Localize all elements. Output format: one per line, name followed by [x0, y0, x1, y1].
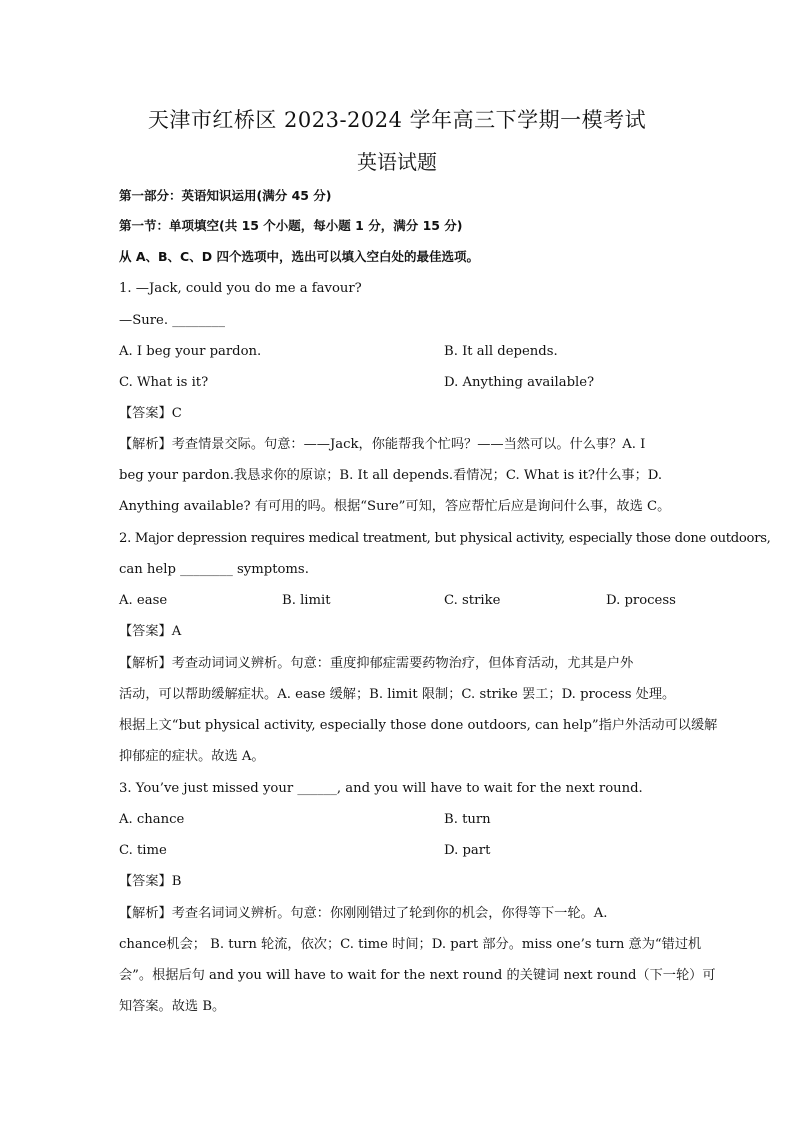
q1-option-d: D. Anything available?: [444, 375, 595, 390]
q1-option-b: B. It all depends.: [444, 344, 558, 359]
q3-analysis-line: 会”。根据后句 and you will have to wait for the next round 的关键词 next round（下一轮）可: [119, 968, 716, 983]
exam-subtitle: 英语试题: [357, 150, 437, 174]
q1-analysis-line: 【解析】考查情景交际。句意：——Jack，你能帮我个忙吗？——当然可以。什么事？A. I: [119, 437, 646, 452]
section-heading: 第一节：单项填空(共 15 个小题，每小题 1 分，满分 15 分): [119, 218, 463, 233]
q2-analysis-line: 根据上文“but physical activity, especially those done outdoors, can help”指户外活动可以缓解: [119, 718, 718, 733]
q2-answer: 【答案】A: [119, 624, 182, 639]
q1-stem-line1: 1. —Jack, could you do me a favour?: [119, 281, 362, 296]
q1-option-c: C. What is it?: [119, 375, 209, 390]
q3-analysis-line: 【解析】考查名词词义辨析。句意：你刚刚错过了轮到你的机会，你得等下一轮。A.: [119, 906, 608, 921]
q1-option-a: A. I beg your pardon.: [119, 344, 262, 359]
part-heading: 第一部分：英语知识运用(满分 45 分): [119, 188, 332, 203]
q1-analysis-line: Anything available? 有可用的吗。根据“Sure”可知，答应帮忙后应是询问什么事，故选 C。: [119, 499, 671, 514]
q3-option-c: C. time: [119, 843, 167, 858]
q3-option-d: D. part: [444, 843, 491, 858]
q1-stem-line2: —Sure. ________: [119, 313, 225, 328]
exam-title: 天津市红桥区 2023-2024 学年高三下学期一模考试: [147, 108, 647, 132]
instruction-text: 从 A、B、C、D 四个选项中，选出可以填入空白处的最佳选项。: [119, 249, 479, 264]
q3-option-b: B. turn: [444, 812, 491, 827]
q2-analysis-line: 抑郁症的症状。故选 A。: [119, 749, 265, 764]
q2-analysis-line: 活动，可以帮助缓解症状。A. ease 缓解；B. limit 限制；C. strike 罢工；D. process 处理。: [119, 687, 676, 702]
q1-analysis-line: beg your pardon.我恳求你的原谅；B. It all depends.看情况；C. What is it?什么事；D.: [119, 468, 663, 483]
q2-option-c: C. strike: [444, 593, 501, 608]
q1-answer: 【答案】C: [119, 406, 182, 421]
q2-stem-line1: 2. Major depression requires medical treatment, but physical activity, especially those done outdoors,: [119, 531, 771, 546]
q2-analysis-line: 【解析】考查动词词义辨析。句意：重度抑郁症需要药物治疗，但体育活动，尤其是户外: [119, 656, 634, 671]
q3-analysis-line: 知答案。故选 B。: [119, 999, 226, 1014]
q3-option-a: A. chance: [119, 812, 185, 827]
q2-option-b: B. limit: [282, 593, 331, 608]
q3-answer: 【答案】B: [119, 874, 182, 889]
q2-option-d: D. process: [606, 593, 676, 608]
q3-stem-line1: 3. You’ve just missed your ______, and you will have to wait for the next round.: [119, 781, 643, 796]
q3-analysis-line: chance机会； B. turn 轮流，依次；C. time 时间；D. part 部分。miss one’s turn 意为“错过机: [119, 937, 702, 952]
q2-option-a: A. ease: [119, 593, 168, 608]
q2-stem-line2: can help ________ symptoms.: [119, 562, 309, 577]
